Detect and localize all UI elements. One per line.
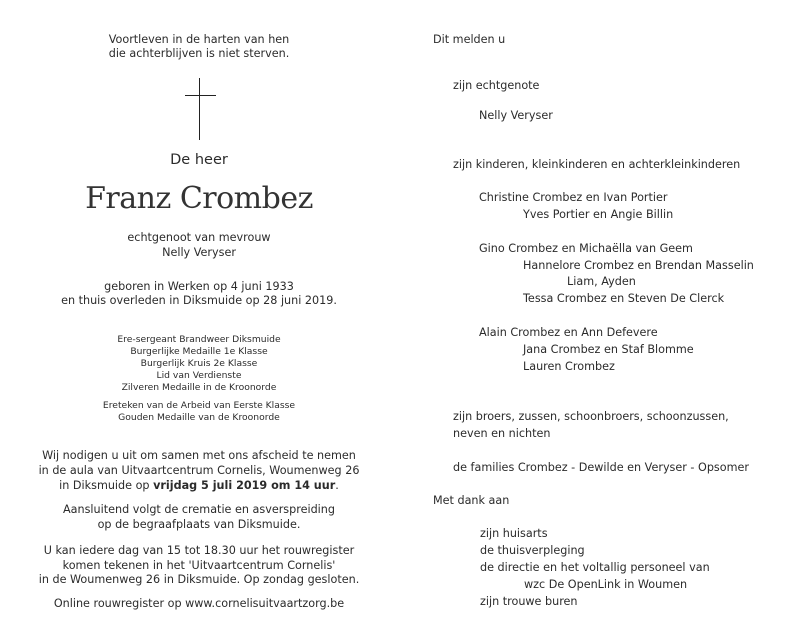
honor-4: Lid van Verdienste — [156, 370, 242, 381]
deceased-name: Franz Crombez — [85, 181, 313, 216]
cremation-line-1: Aansluitend volgt de crematie en asverspreiding — [63, 503, 335, 516]
family-4: Hannelore Crombez en Brendan Masselin — [523, 259, 754, 272]
invite-line-2: in de aula van Uitvaartcentrum Cornelis, Woumenweg 26 — [38, 464, 360, 477]
spouse-name: Nelly Veryser — [479, 109, 553, 122]
title-de-heer: De heer — [170, 152, 228, 168]
cremation-line-2: op de begraafplaats van Diksmuide. — [97, 518, 301, 531]
families-line: de families Crombez - Dewilde en Veryser - Opsomer — [453, 461, 749, 474]
invite-line-1: Wij nodigen u uit om samen met ons afscheid te nemen — [42, 449, 356, 462]
invite-line-3 — [0, 479, 409, 493]
honor-7: Gouden Medaille van de Kroonorde — [118, 412, 280, 423]
family-2: Yves Portier en Angie Billin — [523, 208, 674, 221]
spouse-label: zijn echtgenote — [453, 79, 540, 92]
family-1: Christine Crombez en Ivan Portier — [479, 191, 668, 204]
family-3: Gino Crombez en Michaëlla van Geem — [479, 242, 693, 255]
register-line-3: in de Woumenweg 26 in Diksmuide. Op zondag gesloten. — [38, 573, 360, 586]
online-register: Online rouwregister op www.cornelisuitvaartzorg.be — [53, 597, 345, 610]
thanks-2: de thuisverpleging — [480, 544, 585, 557]
quote-line-1: Voortleven in de harten van hen — [108, 33, 290, 46]
thanks-4: wzc De OpenLink in Woumen — [524, 578, 688, 591]
invite-post: . — [335, 479, 339, 492]
family-5: Liam, Ayden — [567, 275, 636, 288]
honor-5: Zilveren Medaille in de Kroonorde — [121, 382, 277, 393]
honor-1: Ere-sergeant Brandweer Diksmuide — [117, 334, 281, 345]
thanks-3: de directie en het voltallig personeel van — [480, 561, 710, 574]
invite-pre: in Diksmuide op — [59, 479, 150, 492]
register-line-2: komen tekenen in het 'Uitvaartcentrum Cornelis' — [62, 559, 336, 572]
funeral-date: vrijdag 5 juli 2019 om 14 uur — [153, 479, 336, 492]
siblings-line-1: zijn broers, zussen, schoonbroers, schoonzussen, — [453, 410, 729, 423]
thanks-1: zijn huisarts — [480, 527, 548, 540]
honor-6: Ereteken van de Arbeid van Eerste Klasse — [102, 400, 296, 411]
death-line: en thuis overleden in Diksmuide op 28 juni 2019. — [61, 294, 337, 307]
family-9: Lauren Crombez — [523, 360, 615, 373]
birth-line: geboren in Werken op 4 juni 1933 — [104, 280, 294, 293]
children-label: zijn kinderen, kleinkinderen en achterkleinkinderen — [453, 158, 741, 171]
family-8: Jana Crombez en Staf Blomme — [523, 343, 694, 356]
siblings-line-2: neven en nichten — [453, 427, 551, 440]
thanks-label: Met dank aan — [433, 494, 510, 507]
quote-line-2: die achterblijven is niet sterven. — [108, 47, 290, 60]
spouse-line-2: Nelly Veryser — [162, 246, 236, 259]
thanks-5: zijn trouwe buren — [480, 595, 578, 608]
register-line-1: U kan iedere dag van 15 tot 18.30 uur het rouwregister — [43, 544, 355, 557]
cross-icon — [185, 78, 216, 140]
honor-2: Burgerlijke Medaille 1e Klasse — [130, 346, 268, 357]
honor-3: Burgerlijk Kruis 2e Klasse — [140, 358, 258, 369]
family-6: Tessa Crombez en Steven De Clerck — [523, 292, 725, 305]
spouse-line-1: echtgenoot van mevrouw — [127, 231, 271, 244]
family-7: Alain Crombez en Ann Defevere — [479, 326, 658, 339]
announce: Dit melden u — [433, 33, 506, 46]
